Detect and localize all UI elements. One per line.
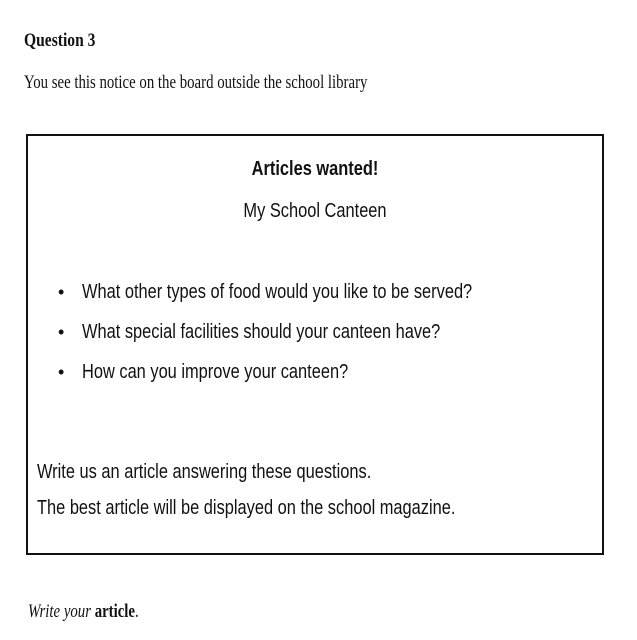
question-title: Question 3	[24, 30, 96, 51]
notice-question-item	[58, 321, 558, 361]
question-intro: You see this notice on the board outside the school library	[24, 72, 368, 93]
bullet-icon: •	[58, 282, 65, 302]
writing-instruction	[28, 601, 139, 623]
notice-question-item	[58, 361, 558, 401]
notice-footer-line: The best article will be displayed on the school magazine.	[37, 497, 456, 519]
bullet-icon: •	[58, 362, 65, 382]
notice-question-text: What special facilities should your canteen have?	[82, 321, 441, 343]
notice-footer	[37, 454, 547, 526]
instruction-suffix: .	[135, 601, 139, 622]
instruction-emphasis: article	[94, 601, 136, 622]
notice-question-list	[58, 281, 558, 401]
bullet-icon: •	[58, 322, 65, 342]
notice-question-item	[58, 281, 558, 321]
notice-footer-line: Write us an article answering these questions.	[37, 461, 372, 483]
notice-question-text: How can you improve your canteen?	[82, 361, 349, 383]
instruction-prefix: Write your	[28, 601, 91, 622]
notice-box	[26, 134, 604, 555]
notice-subheading: My School Canteen	[243, 200, 387, 222]
notice-heading: Articles wanted!	[251, 158, 379, 180]
notice-question-text: What other types of food would you like to be served?	[82, 281, 473, 303]
